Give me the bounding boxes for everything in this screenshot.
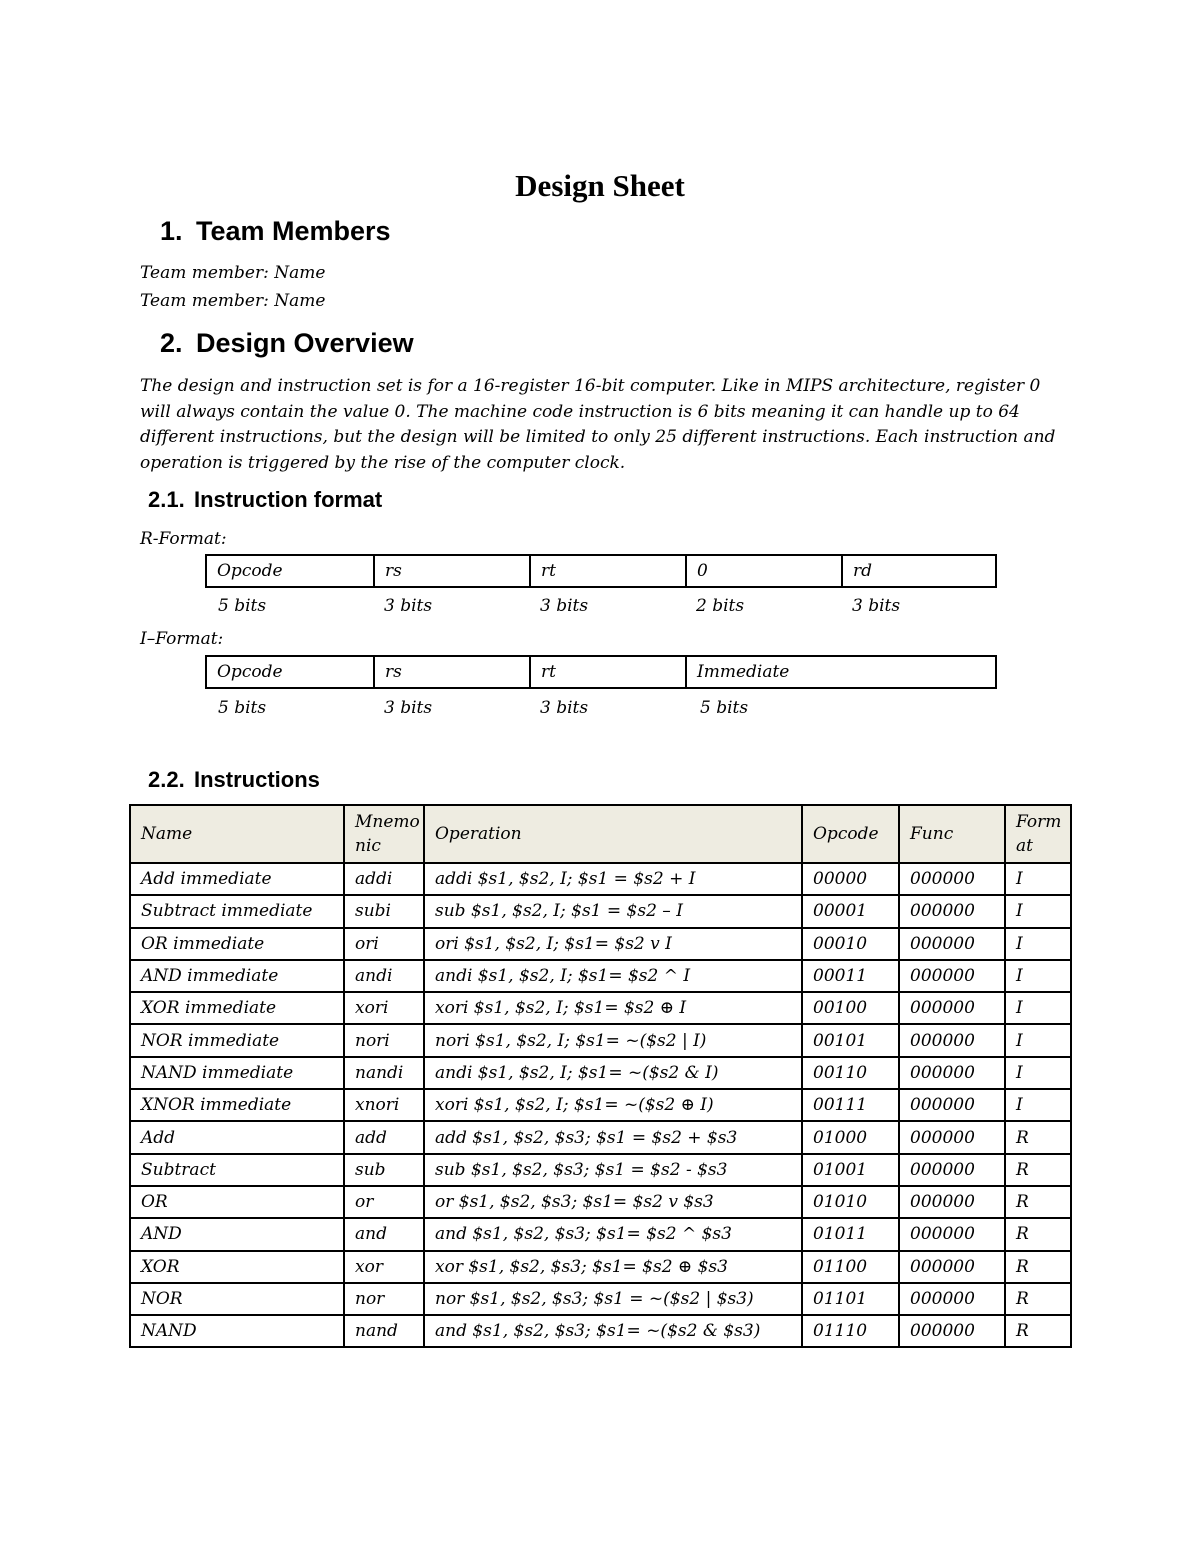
- cell-mnemonic: subi: [344, 895, 424, 927]
- i-field-immediate: Immediate: [686, 656, 996, 688]
- instructions-table: [129, 804, 1072, 1348]
- cell-operation: xori $s1, $s2, I; $s1= $s2 ⊕ I: [424, 992, 802, 1024]
- cell-operation: or $s1, $s2, $s3; $s1= $s2 v $s3: [424, 1186, 802, 1218]
- cell-mnemonic: add: [344, 1121, 424, 1153]
- i-bits-label: 5 bits: [218, 698, 267, 718]
- cell-operation: nor $s1, $s2, $s3; $s1 = ~($s2 | $s3): [424, 1283, 802, 1315]
- i-bits-label: 3 bits: [540, 698, 589, 718]
- r-bits-label: 5 bits: [218, 596, 267, 616]
- table-row: [130, 1315, 1071, 1347]
- cell-operation: addi $s1, $s2, I; $s1 = $s2 + I: [424, 863, 802, 895]
- cell-mnemonic: nandi: [344, 1057, 424, 1089]
- overview-paragraph: The design and instruction set is for a 16-register 16-bit computer. Like in MIPS architecture, register 0 will always contain the value 0. The machine code instruction is 6 bits meaning it can handle up to 64 different instructions, but the design will be limited to only 25 different instructions. Each instruction and operation is triggered by the rise of the computer clock.: [140, 376, 1056, 473]
- cell-name: Subtract: [130, 1154, 344, 1186]
- cell-func: 000000: [899, 1315, 1005, 1347]
- header-opcode: Opcode: [802, 805, 899, 863]
- i-bits-label: 5 bits: [700, 698, 749, 718]
- header-name: Name: [130, 805, 344, 863]
- cell-opcode: 00011: [802, 960, 899, 992]
- cell-opcode: 01110: [802, 1315, 899, 1347]
- cell-mnemonic: xnori: [344, 1089, 424, 1121]
- subsection-title: Instruction format: [194, 487, 383, 512]
- document-title: Design Sheet: [515, 168, 685, 203]
- cell-name: AND: [130, 1218, 344, 1250]
- cell-name: NOR: [130, 1283, 344, 1315]
- cell-func: 000000: [899, 1218, 1005, 1250]
- section-number: 2.: [160, 328, 183, 358]
- header-format: Format: [1005, 805, 1071, 863]
- cell-format: R: [1005, 1218, 1071, 1250]
- i-bits-label: 3 bits: [384, 698, 433, 718]
- r-field-rs: rs: [374, 555, 530, 587]
- cell-func: 000000: [899, 1154, 1005, 1186]
- cell-format: I: [1005, 1024, 1071, 1056]
- section-team-heading: [160, 216, 391, 247]
- cell-operation: nori $s1, $s2, I; $s1= ~($s2 | I): [424, 1024, 802, 1056]
- cell-mnemonic: xori: [344, 992, 424, 1024]
- cell-mnemonic: nand: [344, 1315, 424, 1347]
- cell-format: I: [1005, 992, 1071, 1024]
- table-row: [130, 1251, 1071, 1283]
- table-row: [130, 1024, 1071, 1056]
- cell-name: Subtract immediate: [130, 895, 344, 927]
- table-row: [130, 1154, 1071, 1186]
- cell-operation: sub $s1, $s2, I; $s1 = $s2 – I: [424, 895, 802, 927]
- table-row: [130, 1121, 1071, 1153]
- cell-func: 000000: [899, 895, 1005, 927]
- cell-opcode: 00001: [802, 895, 899, 927]
- subsection-instructions-heading: [148, 767, 320, 793]
- r-bits-label: 3 bits: [852, 596, 901, 616]
- cell-operation: andi $s1, $s2, I; $s1= ~($s2 & I): [424, 1057, 802, 1089]
- cell-format: I: [1005, 960, 1071, 992]
- cell-mnemonic: and: [344, 1218, 424, 1250]
- section-overview-heading: [160, 328, 414, 359]
- cell-func: 000000: [899, 1057, 1005, 1089]
- cell-name: NAND: [130, 1315, 344, 1347]
- table-row: [130, 1186, 1071, 1218]
- cell-format: I: [1005, 1057, 1071, 1089]
- cell-opcode: 00010: [802, 928, 899, 960]
- table-row: [130, 1218, 1071, 1250]
- cell-func: 000000: [899, 992, 1005, 1024]
- r-field-rd: rd: [842, 555, 996, 587]
- cell-opcode: 01001: [802, 1154, 899, 1186]
- table-row: [130, 1089, 1071, 1121]
- section-number: 1.: [160, 216, 183, 246]
- i-field-rs: rs: [374, 656, 530, 688]
- cell-opcode: 01101: [802, 1283, 899, 1315]
- instructions-body: [130, 863, 1071, 1347]
- cell-operation: xori $s1, $s2, I; $s1= ~($s2 ⊕ I): [424, 1089, 802, 1121]
- i-field-opcode: Opcode: [206, 656, 374, 688]
- subsection-title: Instructions: [194, 767, 320, 792]
- r-format-label: R-Format:: [140, 529, 227, 549]
- subsection-format-heading: [148, 487, 382, 513]
- i-format-table: [205, 655, 997, 689]
- cell-name: OR: [130, 1186, 344, 1218]
- section-title: Design Overview: [196, 328, 414, 358]
- table-row: [130, 960, 1071, 992]
- cell-operation: xor $s1, $s2, $s3; $s1= $s2 ⊕ $s3: [424, 1251, 802, 1283]
- cell-name: XOR: [130, 1251, 344, 1283]
- cell-mnemonic: nor: [344, 1283, 424, 1315]
- cell-func: 000000: [899, 863, 1005, 895]
- table-row: [130, 928, 1071, 960]
- cell-name: XNOR immediate: [130, 1089, 344, 1121]
- cell-mnemonic: xor: [344, 1251, 424, 1283]
- cell-operation: add $s1, $s2, $s3; $s1 = $s2 + $s3: [424, 1121, 802, 1153]
- cell-func: 000000: [899, 1186, 1005, 1218]
- cell-opcode: 00000: [802, 863, 899, 895]
- table-row: [130, 895, 1071, 927]
- cell-func: 000000: [899, 960, 1005, 992]
- cell-name: NOR immediate: [130, 1024, 344, 1056]
- cell-format: R: [1005, 1121, 1071, 1153]
- table-row: [130, 863, 1071, 895]
- cell-mnemonic: addi: [344, 863, 424, 895]
- cell-operation: andi $s1, $s2, I; $s1= $s2 ^ I: [424, 960, 802, 992]
- cell-opcode: 01011: [802, 1218, 899, 1250]
- cell-format: R: [1005, 1315, 1071, 1347]
- r-bits-label: 2 bits: [696, 596, 745, 616]
- team-member-line: Team member: Name: [140, 291, 326, 311]
- cell-format: I: [1005, 895, 1071, 927]
- cell-func: 000000: [899, 1283, 1005, 1315]
- cell-func: 000000: [899, 1121, 1005, 1153]
- cell-operation: and $s1, $s2, $s3; $s1= ~($s2 & $s3): [424, 1315, 802, 1347]
- cell-mnemonic: ori: [344, 928, 424, 960]
- cell-operation: sub $s1, $s2, $s3; $s1 = $s2 - $s3: [424, 1154, 802, 1186]
- cell-mnemonic: sub: [344, 1154, 424, 1186]
- cell-operation: and $s1, $s2, $s3; $s1= $s2 ^ $s3: [424, 1218, 802, 1250]
- table-row: [130, 1283, 1071, 1315]
- r-format-table: [205, 554, 997, 588]
- section-title: Team Members: [196, 216, 391, 246]
- cell-opcode: 00101: [802, 1024, 899, 1056]
- r-field-rt: rt: [530, 555, 686, 587]
- cell-func: 000000: [899, 1024, 1005, 1056]
- cell-mnemonic: andi: [344, 960, 424, 992]
- cell-name: XOR immediate: [130, 992, 344, 1024]
- cell-opcode: 00111: [802, 1089, 899, 1121]
- cell-opcode: 01100: [802, 1251, 899, 1283]
- cell-opcode: 00110: [802, 1057, 899, 1089]
- header-mnemonic: Mnemonic: [344, 805, 424, 863]
- cell-func: 000000: [899, 1251, 1005, 1283]
- r-field-shamt: 0: [686, 555, 842, 587]
- i-field-rt: rt: [530, 656, 686, 688]
- cell-name: Add immediate: [130, 863, 344, 895]
- r-bits-label: 3 bits: [540, 596, 589, 616]
- table-header-row: [130, 805, 1071, 863]
- cell-name: NAND immediate: [130, 1057, 344, 1089]
- cell-format: I: [1005, 928, 1071, 960]
- cell-name: OR immediate: [130, 928, 344, 960]
- cell-opcode: 01010: [802, 1186, 899, 1218]
- subsection-number: 2.1.: [148, 487, 185, 512]
- cell-format: R: [1005, 1283, 1071, 1315]
- i-format-label: I–Format:: [140, 629, 224, 649]
- header-operation: Operation: [424, 805, 802, 863]
- cell-format: R: [1005, 1154, 1071, 1186]
- r-field-opcode: Opcode: [206, 555, 374, 587]
- header-func: Func: [899, 805, 1005, 863]
- cell-opcode: 01000: [802, 1121, 899, 1153]
- cell-operation: ori $s1, $s2, I; $s1= $s2 v I: [424, 928, 802, 960]
- cell-opcode: 00100: [802, 992, 899, 1024]
- cell-func: 000000: [899, 1089, 1005, 1121]
- r-bits-label: 3 bits: [384, 596, 433, 616]
- table-row: [130, 992, 1071, 1024]
- team-member-line: Team member: Name: [140, 263, 326, 283]
- cell-mnemonic: or: [344, 1186, 424, 1218]
- cell-func: 000000: [899, 928, 1005, 960]
- cell-name: Add: [130, 1121, 344, 1153]
- cell-mnemonic: nori: [344, 1024, 424, 1056]
- cell-name: AND immediate: [130, 960, 344, 992]
- table-row: [130, 1057, 1071, 1089]
- subsection-number: 2.2.: [148, 767, 185, 792]
- cell-format: I: [1005, 1089, 1071, 1121]
- cell-format: R: [1005, 1251, 1071, 1283]
- cell-format: R: [1005, 1186, 1071, 1218]
- cell-format: I: [1005, 863, 1071, 895]
